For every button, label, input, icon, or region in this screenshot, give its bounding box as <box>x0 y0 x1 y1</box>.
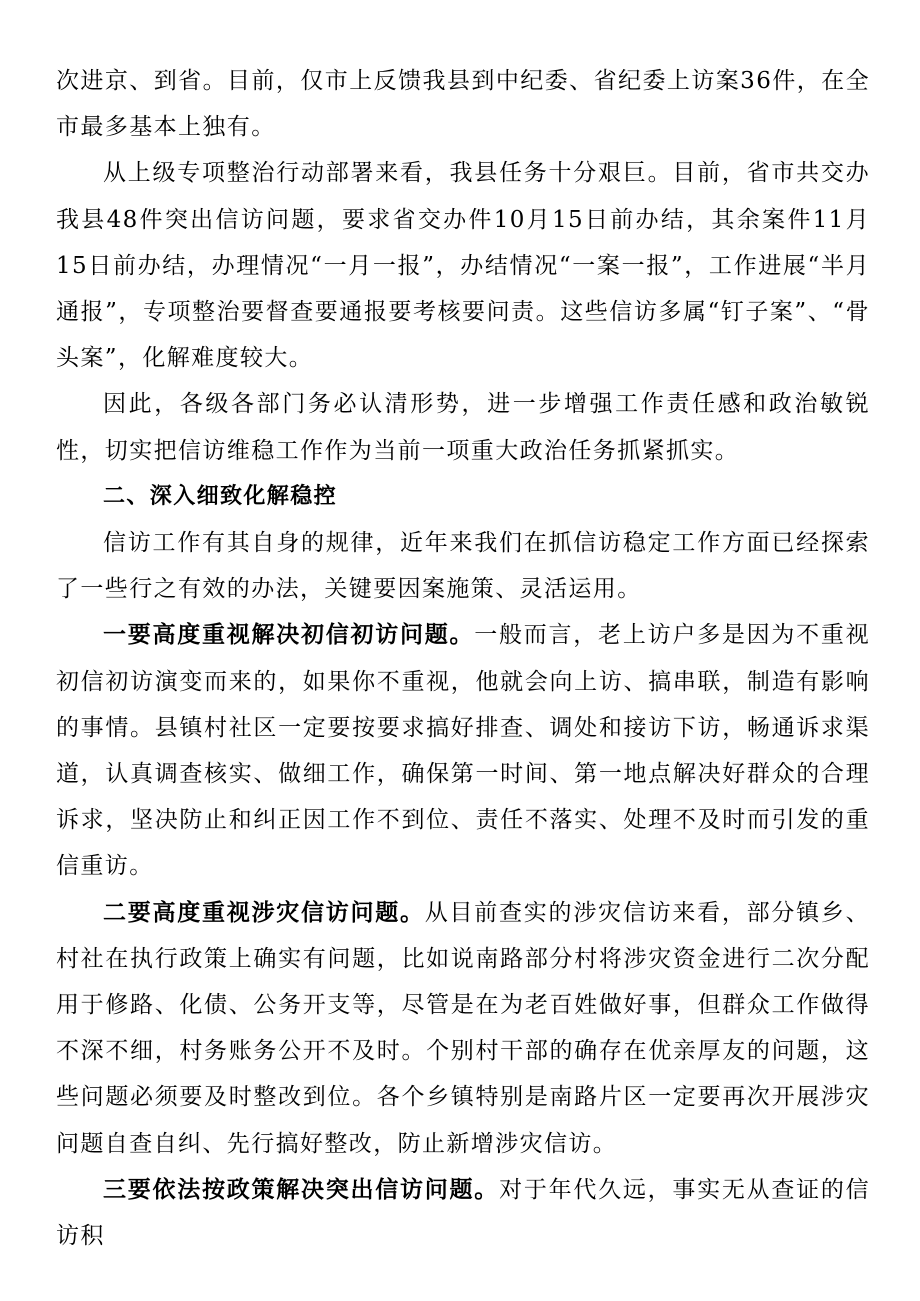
paragraph-text: 次进京、到省。目前，仅市上反馈我县到中纪委、省纪委上访案36件，在全市最多基本上独有。 <box>56 68 870 141</box>
paragraph-text: 信访工作有其自身的规律，近年来我们在抓信访稳定工作方面已经探索了一些行之有效的办法，关键要因案施策、灵活运用。 <box>56 530 870 603</box>
paragraph-lead: 二要高度重视涉灾信访问题。 <box>103 899 425 926</box>
paragraph-point-three <box>56 1167 870 1259</box>
paragraph-text: 因此，各级各部门务必认清形势，进一步增强工作责任感和政治敏锐性，切实把信访维稳工作作为当前一项重大政治任务抓紧抓实。 <box>56 391 870 464</box>
paragraph-point-two <box>56 890 870 1167</box>
paragraph-continuation <box>56 58 870 150</box>
paragraph-text: 从目前查实的涉灾信访来看，部分镇乡、村社在执行政策上确实有问题，比如说南路部分村将涉灾资金进行二次分配用于修路、化债、公务开支等，尽管是在为老百姓做好事，但群众工作做得不深不细，村务账务公开不及时。个别村干部的确存在优亲厚友的问题，这些问题必须要及时整改到位。各个乡镇特别是南路片区一定要再次开展涉灾问题自查自纠、先行搞好整改，防止新增涉灾信访。 <box>56 899 870 1157</box>
section-heading: 二、深入细致化解稳控 <box>103 483 338 509</box>
paragraph-text: 对于年代久远，事实无从查证的信访积 <box>56 1176 871 1250</box>
paragraph-lead: 三要依法按政策解决突出信访问题。 <box>103 1176 500 1203</box>
paragraph-point-one <box>56 612 870 889</box>
paragraph-task-deployment <box>56 150 870 381</box>
paragraph-text: 从上级专项整治行动部署来看，我县任务十分艰巨。目前，省市共交办我县48件突出信访问题，要求省交办件10月15日前办结，其余案件11月15日前办结，办理情况“一月一报”，办结情况“一案一报”，工作进展“半月通报”，专项整治要督查要通报要考核要问责。这些信访多属“钉子案”、“骨头案”，化解难度较大。 <box>56 160 870 372</box>
document-body <box>56 58 870 1259</box>
paragraph-lead: 一要高度重视解决初信初访问题。 <box>103 622 475 649</box>
paragraph-intro <box>56 520 870 612</box>
paragraph-conclusion <box>56 381 870 473</box>
paragraph-text: 一般而言，老上访户多是因为不重视初信初访演变而来的，如果你不重视，他就会向上访、搞串联，制造有影响的事情。县镇村社区一定要按要求搞好排查、调处和接访下访，畅通诉求渠道，认真调查核实、做细工作，确保第一时间、第一地点解决好群众的合理诉求，坚决防止和纠正因工作不到位、责任不落实、处理不及时而引发的重信重访。 <box>56 622 870 880</box>
